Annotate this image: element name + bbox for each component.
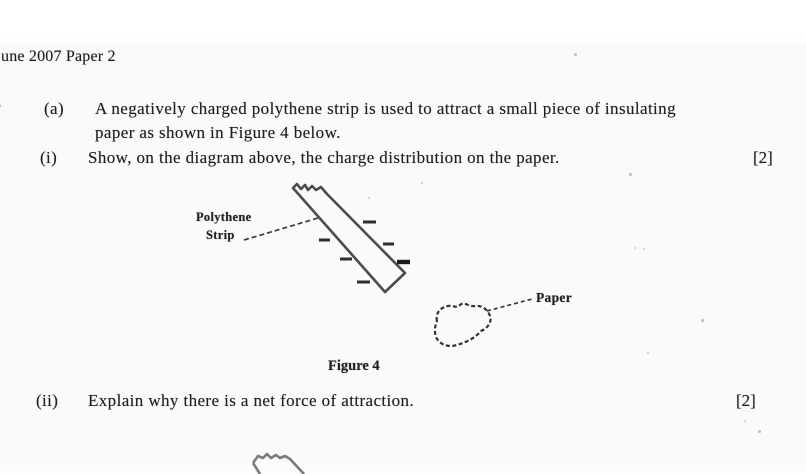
part-i-text: Show, on the diagram above, the charge distribution on the paper. bbox=[88, 148, 560, 167]
page-header: une 2007 Paper 2 bbox=[1, 48, 116, 65]
scan-speck bbox=[574, 53, 577, 56]
part-ii-marks: [2] bbox=[736, 391, 756, 410]
scan-speck bbox=[701, 319, 704, 322]
scan-speck bbox=[368, 197, 370, 199]
scan-speck bbox=[647, 352, 649, 354]
scan-speck bbox=[421, 182, 423, 184]
question-number-fragment bbox=[0, 96, 4, 114]
paper-label: Paper bbox=[536, 290, 572, 305]
figure-4-diagram bbox=[180, 180, 600, 355]
figure-caption: Figure 4 bbox=[328, 358, 380, 374]
part-ii-label: (ii) bbox=[36, 391, 59, 410]
scan-speck bbox=[758, 430, 761, 433]
polythene-strip-outline bbox=[293, 184, 405, 292]
scan-speck bbox=[629, 173, 632, 176]
next-figure-fragment bbox=[240, 448, 320, 474]
part-a-text-line2: paper as shown in Figure 4 below. bbox=[95, 123, 341, 142]
part-a-text-line1: A negatively charged polythene strip is used to attract a small piece of insulating bbox=[95, 99, 676, 118]
part-i-label: (i) bbox=[40, 148, 58, 167]
paper-blob-outline bbox=[435, 304, 491, 346]
polythene-strip-label-line2: Strip bbox=[206, 228, 235, 242]
paper-leader-line bbox=[487, 299, 532, 311]
strip-leader-line bbox=[244, 218, 318, 240]
part-a-label: (a) bbox=[44, 99, 65, 118]
scan-speck bbox=[744, 420, 746, 422]
part-ii-text: Explain why there is a net force of attraction. bbox=[88, 391, 415, 410]
scan-speck bbox=[643, 248, 645, 250]
scan-speck bbox=[634, 247, 636, 249]
part-i-marks: [2] bbox=[753, 148, 773, 167]
polythene-strip-label-line1: Polythene bbox=[196, 210, 252, 224]
